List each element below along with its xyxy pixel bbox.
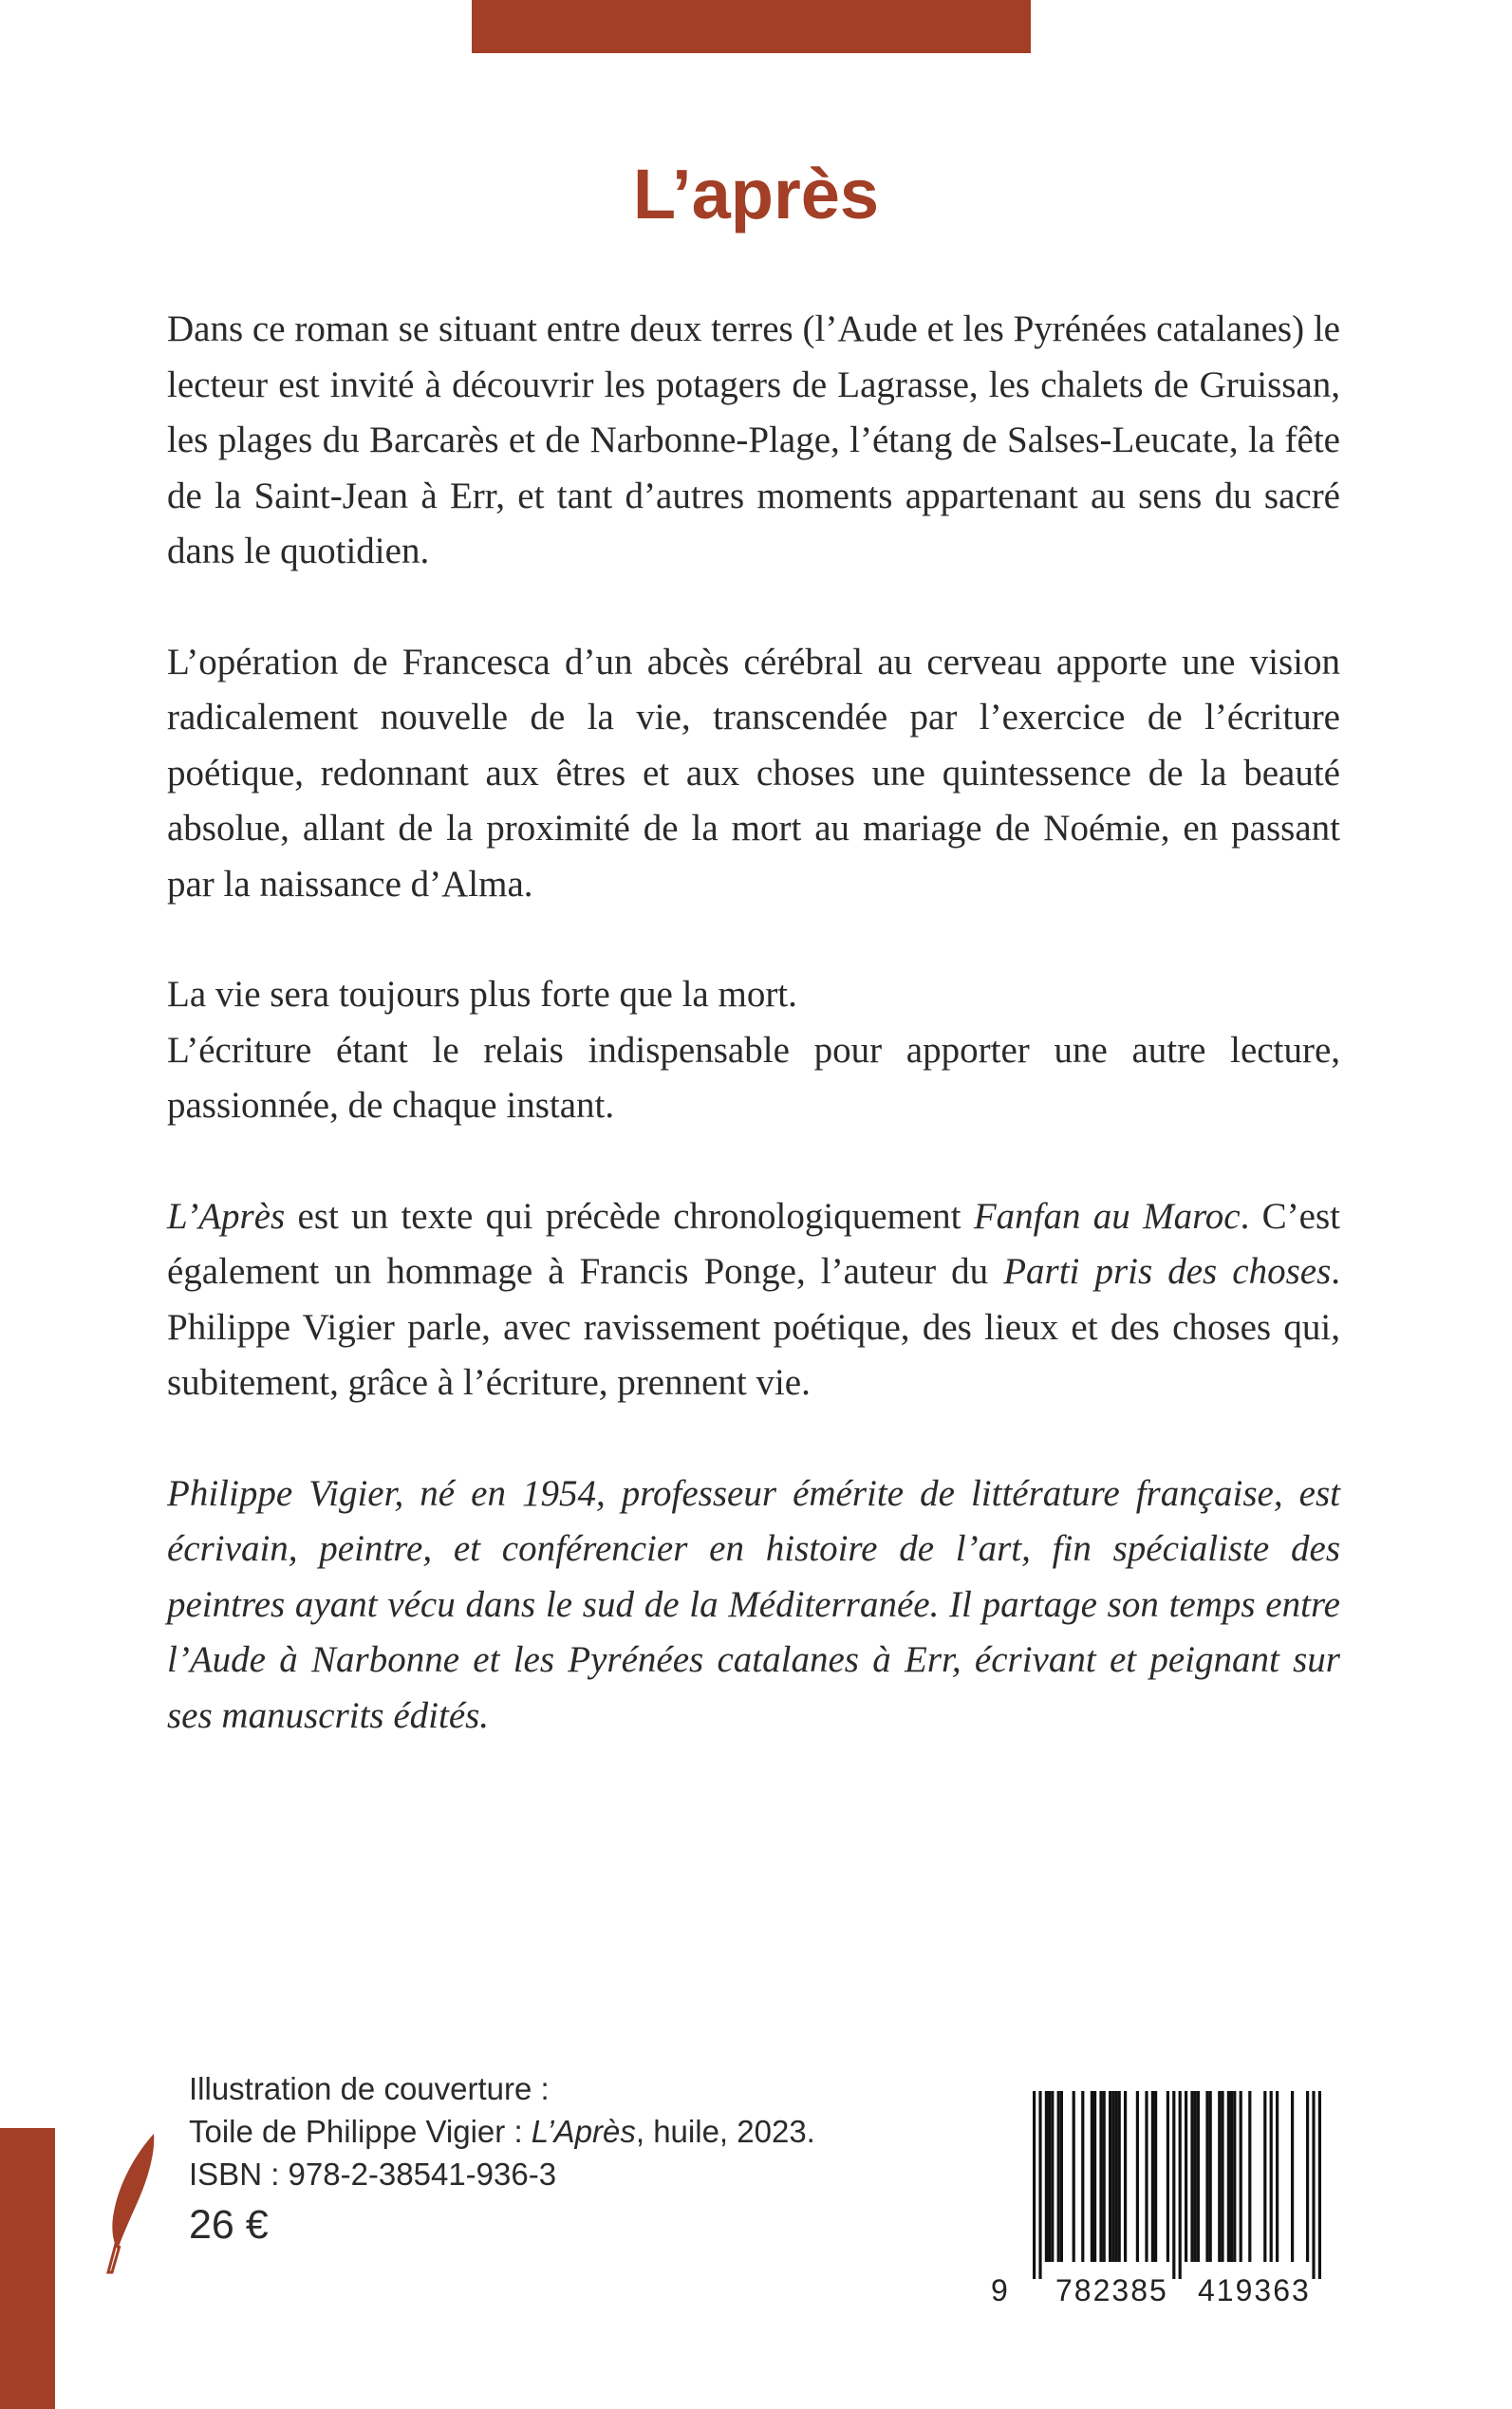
barcode — [991, 2091, 1340, 2311]
barcode-bar — [1218, 2091, 1221, 2262]
credit-suffix: , huile, 2023. — [635, 2114, 815, 2149]
barcode-bar — [1111, 2091, 1114, 2262]
barcode-bar — [1145, 2091, 1148, 2262]
credit-title: L’Après — [531, 2114, 636, 2149]
barcode-bar — [1057, 2091, 1060, 2262]
side-accent-band — [0, 2128, 55, 2409]
barcode-bar — [1263, 2091, 1266, 2262]
quill-icon — [104, 2132, 161, 2274]
barcode-bar — [1114, 2091, 1117, 2262]
barcode-bar — [1291, 2091, 1294, 2262]
barcode-bar — [1276, 2091, 1279, 2262]
summary-paragraph-1: Dans ce roman se situant entre deux terres (l’Aude et les Pyrénées catalanes) le lecteur est invité à découvrir les potagers de Lagrasse, les chalets de Gruissan, les plages du Barcarès et de Narbonne-Plage, l’étang de Salses-Leucate, la fête de la Saint-Jean à Err, et tant d’autres moments appartenant au sens du sacré dans le quotidien. — [167, 308, 1340, 571]
work-title-parti-pris: Parti pris des choses — [1003, 1251, 1332, 1292]
price: 26 € — [189, 2202, 269, 2248]
top-accent-band — [472, 0, 1031, 53]
barcode-bar — [1318, 2091, 1321, 2279]
publication-info — [189, 2067, 815, 2252]
barcode-bar — [1306, 2091, 1309, 2262]
book-title: L’après — [632, 155, 880, 233]
isbn-line: ISBN : 978-2-38541-936-3 — [189, 2157, 557, 2192]
barcode-bar — [1073, 2091, 1075, 2262]
barcode-bar — [1081, 2091, 1084, 2262]
barcode-bar — [1048, 2091, 1051, 2262]
summary-paragraph-2: L’opération de Francesca d’un abcès cérébral au cerveau apporte une vision radicalement nouvelle de la vie, transcendée par l’exercice de l’écriture poétique, redonnant aux êtres et aux choses une quintessence de la beauté absolue, allant de la proximité de la mort au mariage de Noémie, en passant par la naissance d’Alma. — [167, 641, 1340, 905]
illustration-label: Illustration de couverture : — [189, 2071, 550, 2106]
barcode-bar — [1124, 2091, 1127, 2262]
barcode-bar — [1109, 2091, 1111, 2262]
barcode-first-digit: 9 — [991, 2273, 1008, 2307]
barcode-bar — [1227, 2091, 1230, 2262]
credit-prefix: Toile de Philippe Vigier : — [189, 2114, 532, 2149]
barcode-bar — [1093, 2091, 1096, 2262]
barcode-bar — [1233, 2091, 1236, 2262]
summary-paragraph-3a: La vie sera toujours plus forte que la mort. — [167, 974, 797, 1015]
barcode-bar — [1033, 2091, 1036, 2279]
barcode-bar — [1045, 2091, 1048, 2262]
barcode-bar — [1248, 2091, 1251, 2262]
p4-text-1: est un texte qui précède chronologiquement — [285, 1195, 974, 1237]
author-bio: Philippe Vigier, né en 1954, professeur émérite de littérature française, est écrivain, peintre, et conférencier en histoire de l’art, fin spécialiste des peintres ayant vécu dans le sud de la Méditerranée. Il partage son temps entre l’Aude à Narbonne et les Pyrénées catalanes à Err, écrivant et peignant sur ses manuscrits édités. — [167, 1472, 1340, 1736]
barcode-bar — [1172, 2091, 1175, 2279]
barcode-left-group: 782385 — [1055, 2273, 1168, 2307]
barcode-bar — [1038, 2091, 1041, 2279]
barcode-bar — [1190, 2091, 1193, 2262]
work-title-fanfan: Fanfan au Maroc — [973, 1195, 1241, 1237]
work-title-lapres: L’Après — [167, 1195, 286, 1237]
barcode-bar — [1230, 2091, 1233, 2262]
barcode-bar — [1270, 2091, 1273, 2262]
back-cover-text — [167, 302, 1340, 1799]
barcode-bar — [1205, 2091, 1208, 2262]
barcode-bar — [1179, 2091, 1182, 2279]
barcode-bar — [1312, 2091, 1315, 2279]
barcode-bar — [1091, 2091, 1093, 2262]
barcode-bar — [1209, 2091, 1212, 2262]
barcode-bar — [1151, 2091, 1154, 2262]
p4-text-2: . C’est également un hommage à Francis Ponge, l’auteur du — [167, 1195, 1341, 1292]
barcode-right-group: 419363 — [1198, 2273, 1311, 2307]
barcode-bar — [1221, 2091, 1223, 2262]
barcode-bars — [1033, 2091, 1336, 2281]
barcode-bar — [1136, 2091, 1139, 2262]
barcode-bar — [1185, 2091, 1187, 2262]
barcode-bar — [1197, 2091, 1200, 2262]
barcode-bar — [1167, 2091, 1169, 2262]
barcode-bar — [1194, 2091, 1197, 2262]
barcode-bar — [1154, 2091, 1157, 2262]
p4-text-3: . Philippe Vigier parle, avec ravissement poétique, des lieux et des choses qui, subitement, grâce à l’écriture, prennent vie. — [167, 1251, 1340, 1403]
barcode-bar — [1103, 2091, 1106, 2262]
barcode-bar — [1118, 2091, 1121, 2262]
barcode-bar — [1051, 2091, 1054, 2262]
barcode-bar — [1099, 2091, 1102, 2262]
barcode-bar — [1240, 2091, 1242, 2262]
barcode-bar — [1060, 2091, 1063, 2262]
summary-paragraph-3b: L’écriture étant le relais indispensable pour apporter une autre lecture, passionnée, de chaque instant. — [167, 1029, 1340, 1126]
illustration-credit — [189, 2110, 815, 2153]
summary-paragraph-4 — [167, 1189, 1340, 1411]
